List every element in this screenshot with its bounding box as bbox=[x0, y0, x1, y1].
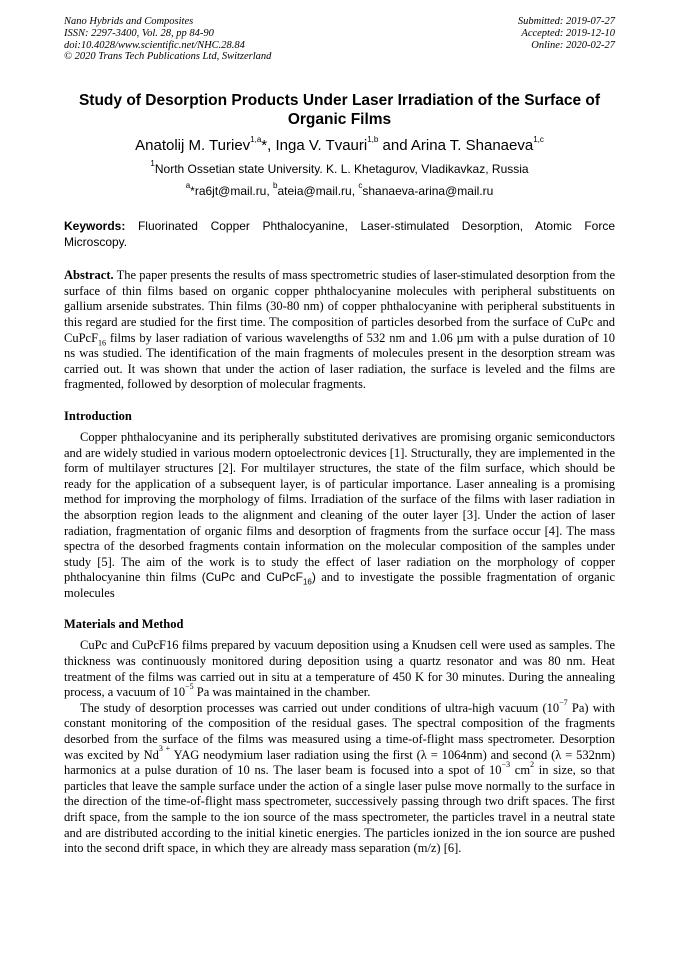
author-sup: 1,b bbox=[367, 135, 379, 145]
materials-sup: 3 + bbox=[158, 744, 171, 754]
issn: ISSN: 2297-3400, Vol. 28, pp 84-90 bbox=[64, 27, 214, 39]
keywords-label: Keywords: bbox=[64, 219, 126, 234]
affiliation-text: North Ossetian state University. K. L. Khetagurov, Vladikavkaz, Russia bbox=[154, 162, 529, 177]
submitted-date: Submitted: 2019-07-27 bbox=[517, 16, 615, 27]
intro-text-cont: and to investigate the possible fragmentation of organic molecules bbox=[64, 570, 615, 600]
email-link[interactable]: shanaeva-arina@mail.ru bbox=[362, 184, 494, 199]
journal-name: Nano Hybrids and Composites bbox=[64, 16, 194, 27]
abstract-text: The paper presents the results of mass spectrometric studies of laser-stimulated desorption from the surface of thin films based on organic copper phthalocyanine molecules with peripheral substituents on gallium arsenide substrates. Thin films (30-80 nm) of copper phthalocyanine with peripheral substituents in this regard are studied for the first time. The composition of particles desorbed from the surface of CuPc and CuPcF bbox=[64, 268, 615, 345]
materials-sup: −3 bbox=[501, 760, 511, 770]
introduction-paragraph bbox=[64, 430, 615, 602]
email-sup: a bbox=[185, 181, 191, 191]
intro-text: Copper phthalocyanine and its peripherally substituted derivatives are promising organic semiconductors and are widely studied in various modern optoelectronic devices [1]. Structurally, they are implemented in the form of multilayer structures [2]. For multilayer structures, the state of the film surface, which should be ready for the application of a subsequent layer, is of particular importance. Laser annealing is a promising method for improving the morphology of films. Irradiation of the surface of the films with laser radiation in the absorption region leads to the alignment and cleaning of the outer layer [3]. Under the action of laser radiation, fragmentation of organic films and desorption of fragments from the surface occur [4]. The mass spectra of the desorbed fragments contain information on the molecular composition of the samples under study [5]. The aim of the work is to study the effect of laser radiation on the morphology of copper phthalocyanine thin films bbox=[64, 429, 615, 585]
materials-text: YAG neodymium laser radiation using the first (λ = 1064nm) and second (λ = 532nm) harmonics at a pulse duration of 10 ns. The laser beam is focused into a spot of 10 bbox=[64, 747, 616, 778]
copyright: © 2020 Trans Tech Publications Ltd, Switzerland bbox=[64, 51, 272, 63]
affiliation-sup: 1 bbox=[150, 159, 155, 169]
materials-paragraph-1 bbox=[64, 638, 615, 700]
materials-paragraph-2 bbox=[64, 697, 616, 857]
abstract bbox=[64, 268, 615, 393]
intro-sample-text: (CuPc and CuPcF bbox=[201, 570, 303, 585]
journal-header bbox=[64, 16, 615, 63]
author-list bbox=[64, 137, 615, 155]
abstract-label: Abstract. bbox=[64, 268, 114, 283]
author-sep: and bbox=[378, 137, 411, 155]
materials-text-cont: Pa was maintained in the chamber. bbox=[193, 685, 371, 700]
materials-text: CuPc and CuPcF16 films prepared by vacuum deposition using a Knudsen cell were used as samples. The thickness was continuously monitored during deposition using a quartz resonator and was 80 nm. Heat treatment of the films was carried out in situ at a temperature of 450 K for 30 minutes. During the annealing process, a vacuum of 10 bbox=[64, 638, 615, 700]
abstract-text-cont: films by laser radiation of various wavelengths of 532 nm and 1.06 µm with a pulse duration of 10 ns was studied. The identification of the main fragments of molecules present in the desorption stream was carried out. It was shown that under the action of laser radiation, the surface is leveled and the films are fragmented, followed by desorption of molecular fragments. bbox=[64, 330, 615, 392]
intro-sample-end: ) bbox=[311, 570, 316, 585]
author-sup: 1,a bbox=[250, 135, 262, 145]
author-name: Inga V. Tvauri bbox=[275, 137, 368, 155]
header-right bbox=[518, 16, 615, 63]
email-link[interactable]: ateia@mail.ru, bbox=[277, 184, 359, 199]
email-sup: b bbox=[273, 181, 278, 191]
intro-sample-names bbox=[201, 570, 316, 587]
author-name: Anatolij M. Turiev bbox=[135, 137, 251, 155]
email-sup: c bbox=[358, 181, 363, 191]
materials-text: Pa) with constant monitoring of the composition of the residual gases. The spectral composition of the fragments desorbed from the surface of the films was measured using a time-of-flight mass spectrometer. Desorption was excited by Nd bbox=[64, 700, 615, 762]
email-link[interactable]: *ra6jt@mail.ru, bbox=[190, 184, 274, 199]
author-name: Arina T. Shanaeva bbox=[410, 137, 534, 155]
keywords bbox=[64, 218, 615, 250]
keywords-text: Fluorinated Copper Phthalocyanine, Laser-stimulated Desorption, Atomic Force Microscopy. bbox=[64, 219, 615, 250]
materials-text: The study of desorption processes was carried out under conditions of ultra-high vacuum (10 bbox=[80, 700, 560, 715]
accepted-date: Accepted: 2019-12-10 bbox=[521, 27, 615, 39]
affiliation bbox=[64, 159, 615, 177]
online-date: Online: 2020-02-27 bbox=[531, 39, 615, 51]
abstract-sub: 16 bbox=[98, 338, 107, 348]
materials-sup: −7 bbox=[559, 697, 568, 707]
email-list bbox=[64, 181, 615, 199]
paper-title: Study of Desorption Products Under Laser Irradiation of the Surface of Organic Films bbox=[78, 92, 601, 129]
author-sup: 1,c bbox=[533, 135, 544, 145]
header-left bbox=[64, 16, 271, 63]
materials-sup: −5 bbox=[185, 682, 194, 692]
introduction-heading: Introduction bbox=[64, 408, 132, 423]
materials-sup: 2 bbox=[530, 760, 535, 770]
materials-text: in size, so that particles that leave the sample surface under the action of a single laser pulse move normally to the surface in the direction of the time-of-flight mass spectrometer, successively passing through two drift spaces. The first drift space, from the sample to the ion source of the mass spectrometer, the particles travel in a neutral state and are distributed according to the initial kinetic energies. The particles ionized in the ion source are pushed into the second drift space, in which they are already mass separation (m/z) [6]. bbox=[64, 763, 616, 856]
paper-page bbox=[64, 16, 615, 857]
intro-sub: 16 bbox=[302, 577, 312, 587]
materials-text: cm bbox=[510, 763, 531, 778]
doi: doi:10.4028/www.scientific.net/NHC.28.84 bbox=[64, 39, 245, 51]
materials-heading: Materials and Method bbox=[64, 617, 184, 632]
author-sep: *, bbox=[261, 137, 276, 155]
